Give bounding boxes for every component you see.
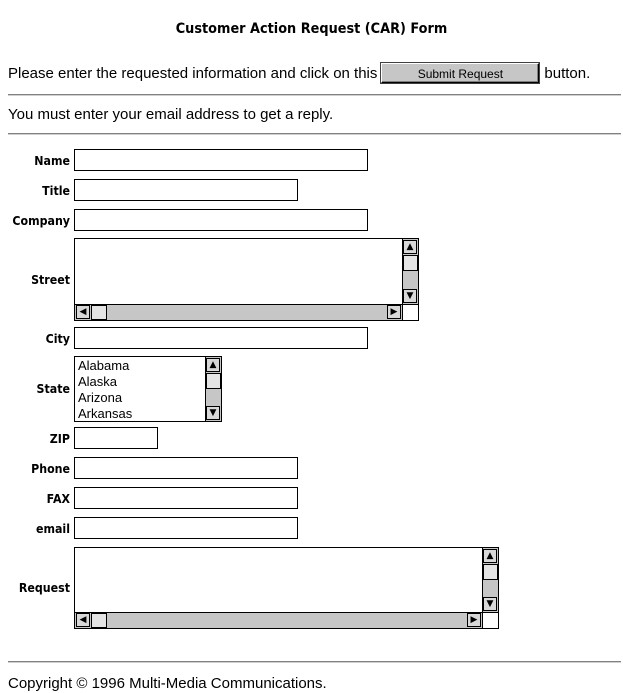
divider-top	[8, 94, 621, 96]
phone-field[interactable]	[74, 457, 298, 479]
intro-text-before: Please enter the requested information and click on this	[8, 64, 378, 82]
state-option[interactable]: Alaska	[78, 374, 118, 389]
state-option[interactable]: Arkansas	[78, 406, 133, 421]
arrow-left-icon[interactable]: ◀	[76, 305, 90, 319]
email-note: You must enter your email address to get a reply.	[8, 106, 334, 123]
divider-middle	[8, 133, 621, 135]
page-title: Customer Action Request (CAR) Form	[175, 21, 448, 37]
email-label: email	[35, 522, 70, 536]
city-field[interactable]	[74, 327, 368, 349]
street-vertical-scrollbar[interactable]	[402, 239, 418, 304]
zip-field[interactable]	[74, 427, 158, 449]
street-vscroll-thumb[interactable]	[403, 255, 418, 271]
company-field[interactable]	[74, 209, 368, 231]
request-horizontal-scrollbar[interactable]	[75, 612, 482, 628]
intro-text-after: button.	[544, 64, 591, 82]
street-scroll-corner	[402, 304, 418, 320]
arrow-left-icon[interactable]: ◀	[76, 613, 90, 627]
phone-label: Phone	[31, 462, 70, 476]
request-vscroll-thumb[interactable]	[483, 564, 498, 580]
arrow-up-icon[interactable]: ▲	[206, 358, 220, 372]
request-textarea[interactable]	[74, 547, 499, 629]
request-hscroll-thumb[interactable]	[91, 613, 107, 628]
street-hscroll-thumb[interactable]	[91, 305, 107, 320]
request-scroll-corner	[482, 612, 498, 628]
arrow-down-icon[interactable]: ▼	[403, 289, 417, 303]
submit-request-button[interactable]: Submit Request	[381, 63, 539, 83]
arrow-down-icon[interactable]: ▼	[206, 406, 220, 420]
request-label: Request	[18, 581, 71, 595]
divider-bottom	[8, 661, 621, 663]
state-option[interactable]: Alabama	[78, 358, 130, 373]
state-option[interactable]: Arizona	[78, 390, 123, 405]
arrow-up-icon[interactable]: ▲	[483, 549, 497, 563]
company-label: Company	[12, 214, 70, 228]
title-label: Title	[42, 184, 70, 198]
request-vertical-scrollbar[interactable]	[482, 548, 498, 612]
arrow-right-icon[interactable]: ▶	[467, 613, 481, 627]
city-label: City	[45, 332, 70, 346]
street-label: Street	[31, 273, 70, 287]
intro-line	[8, 63, 590, 83]
state-scrollbar[interactable]	[205, 357, 221, 421]
name-label: Name	[34, 154, 70, 168]
title-field[interactable]	[74, 179, 298, 201]
email-field[interactable]	[74, 517, 298, 539]
copyright-text: Copyright © 1996 Multi-Media Communications.	[8, 675, 327, 692]
state-scroll-thumb[interactable]	[206, 373, 221, 389]
fax-field[interactable]	[74, 487, 298, 509]
street-textarea[interactable]	[74, 238, 419, 321]
arrow-up-icon[interactable]: ▲	[403, 240, 417, 254]
arrow-right-icon[interactable]: ▶	[387, 305, 401, 319]
arrow-down-icon[interactable]: ▼	[483, 597, 497, 611]
zip-label: ZIP	[49, 432, 70, 446]
state-listbox[interactable]	[74, 356, 222, 422]
name-field[interactable]	[74, 149, 368, 171]
fax-label: FAX	[46, 492, 70, 506]
street-horizontal-scrollbar[interactable]	[75, 304, 402, 320]
state-label: State	[36, 382, 70, 396]
